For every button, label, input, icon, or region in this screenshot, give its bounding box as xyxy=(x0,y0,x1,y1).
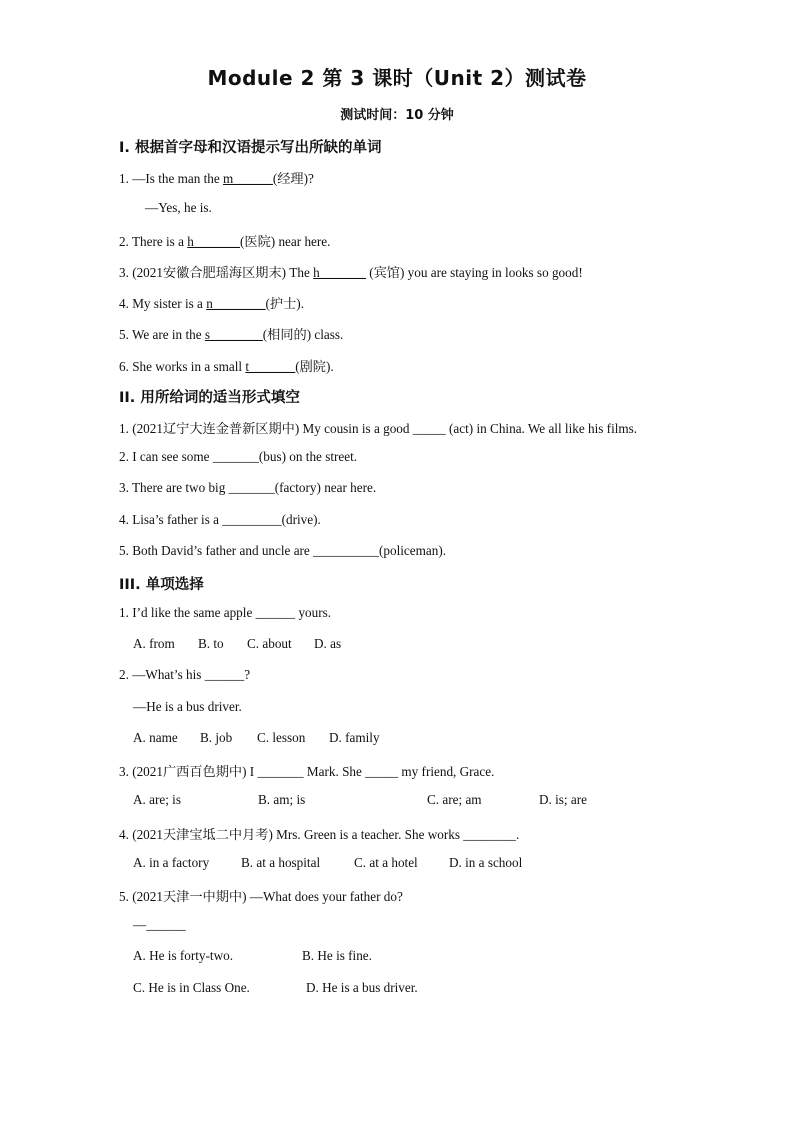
s3-q5-option-c: C. He is in Class One. xyxy=(133,980,250,995)
s3-q1-option-d: D. as xyxy=(314,636,342,651)
s1-q1-prefix: 1. —Is the man the xyxy=(119,171,224,186)
s2-question-3: 3. There are two big _______(factory) near here. xyxy=(119,480,377,495)
s1-q6-prefix: 6. She works in a small xyxy=(119,359,246,374)
section-1-heading: Ⅰ. 根据首字母和汉语提示写出所缺的单词 xyxy=(119,140,382,156)
s1-q1-suffix: (经理)? xyxy=(272,171,314,186)
s1-question-1 xyxy=(119,168,314,187)
s1-question-2 xyxy=(119,231,330,250)
s3-q1-option-a: A. from xyxy=(133,636,175,651)
s3-q4-option-c: C. at a hotel xyxy=(354,855,418,870)
s3-q3-option-d: D. is; are xyxy=(539,792,587,807)
s1-q1-reply: —Yes, he is. xyxy=(145,200,212,215)
s3-q1-option-c: C. about xyxy=(247,636,292,651)
s2-question-2: 2. I can see some _______(bus) on the street. xyxy=(119,449,358,464)
s3-q4-option-a: A. in a factory xyxy=(133,855,210,870)
s1-question-3 xyxy=(119,262,583,281)
section-2-heading: II. 用所给词的适当形式填空 xyxy=(119,390,300,406)
s1-q3-blank: h_______ xyxy=(313,265,366,280)
s1-q4-suffix: (护士). xyxy=(265,296,304,311)
s3-q5-option-d: D. He is a bus driver. xyxy=(306,980,418,995)
s1-q3-suffix: (宾馆) you are staying in looks so good! xyxy=(365,265,583,280)
s1-q4-prefix: 4. My sister is a xyxy=(119,296,207,311)
s3-q2-stem: 2. —What’s his ______? xyxy=(119,667,251,682)
s1-q5-blank: s________ xyxy=(204,327,263,342)
s3-q2-option-c: C. lesson xyxy=(257,730,306,745)
s3-q5-stem: 5. (2021天津一中期中) —What does your father do? xyxy=(119,889,403,904)
s1-question-5 xyxy=(119,324,343,343)
s3-q1-stem: 1. I’d like the same apple ______ yours. xyxy=(119,605,332,620)
page-title: Module 2 第 3 课时（Unit 2）测试卷 xyxy=(207,66,587,90)
s1-q6-suffix: (剧院). xyxy=(295,359,334,374)
s1-q1-blank: m______ xyxy=(223,171,273,186)
s2-question-5: 5. Both David’s father and uncle are __________(policeman). xyxy=(119,543,447,558)
s3-q1-option-b: B. to xyxy=(198,636,224,651)
s1-question-4 xyxy=(119,293,304,312)
s3-q4-stem: 4. (2021天津宝坻二中月考) Mrs. Green is a teacher. She works ________. xyxy=(119,827,520,842)
s1-q5-prefix: 5. We are in the xyxy=(119,327,205,342)
s3-q2-option-b: B. job xyxy=(200,730,233,745)
s3-q5-reply: —______ xyxy=(133,917,186,932)
s3-q4-option-b: B. at a hospital xyxy=(241,855,321,870)
s1-q6-blank: t_______ xyxy=(245,359,296,374)
s3-q3-stem: 3. (2021广西百色期中) I _______ Mark. She _____ my friend, Grace. xyxy=(119,764,495,779)
s1-q2-blank: h_______ xyxy=(187,234,240,249)
s3-q2-option-a: A. name xyxy=(133,730,178,745)
s1-q5-suffix: (相同的) class. xyxy=(262,327,344,342)
s3-q3-option-a: A. are; is xyxy=(133,792,181,807)
test-time: 测试时间：10 分钟 xyxy=(340,108,454,123)
s2-question-4: 4. Lisa’s father is a _________(drive). xyxy=(119,512,321,527)
s3-q2-reply: —He is a bus driver. xyxy=(133,699,242,714)
s1-q2-prefix: 2. There is a xyxy=(119,234,188,249)
s3-q5-option-b: B. He is fine. xyxy=(302,948,372,963)
section-3-heading: III. 单项选择 xyxy=(119,577,204,593)
s3-q4-option-d: D. in a school xyxy=(449,855,523,870)
s3-q5-option-a: A. He is forty-two. xyxy=(133,948,233,963)
s3-q3-option-b: B. am; is xyxy=(258,792,306,807)
s1-q4-blank: n________ xyxy=(206,296,266,311)
s3-q2-option-d: D. family xyxy=(329,730,380,745)
s1-q3-prefix: 3. (2021安徽合肥瑶海区期末) The xyxy=(119,265,314,280)
s2-question-1: 1. (2021辽宁大连金普新区期中) My cousin is a good _____ (act) in China. We all like his films. xyxy=(119,421,638,436)
s1-q2-suffix: (医院) near here. xyxy=(240,234,331,249)
s3-q3-option-c: C. are; am xyxy=(427,792,482,807)
s1-question-6 xyxy=(119,356,334,375)
